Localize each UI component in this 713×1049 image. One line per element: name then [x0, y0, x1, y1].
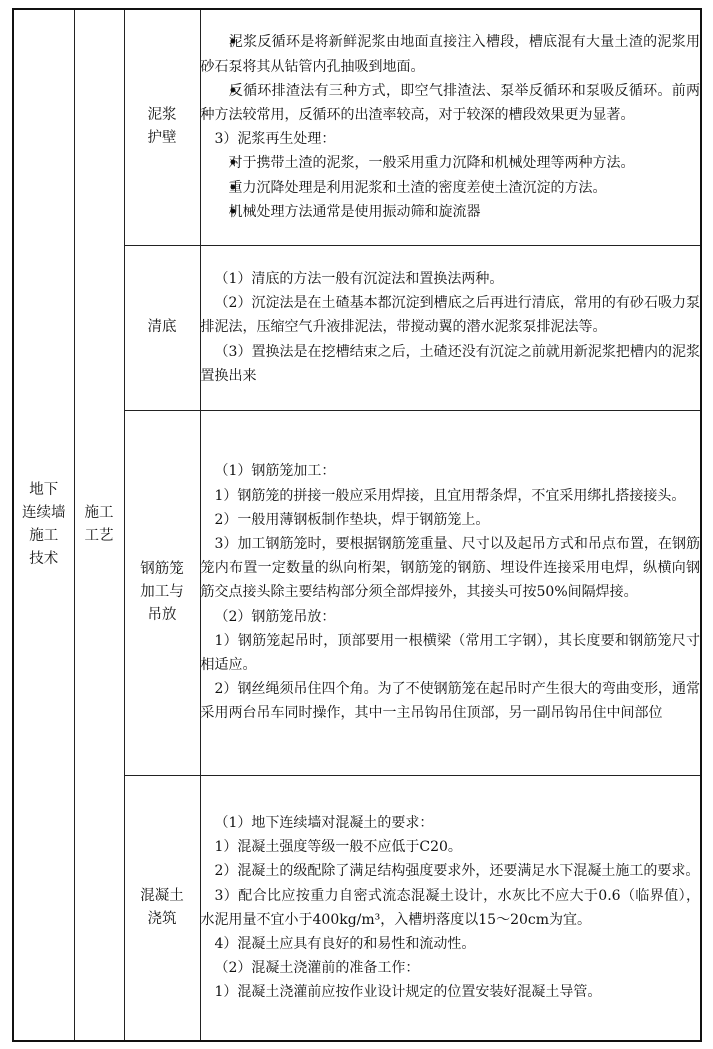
category-line: 技术	[29, 551, 59, 567]
slurry-content-cell	[200, 9, 701, 245]
category-cell	[13, 9, 74, 1041]
cleaning-content-cell	[200, 245, 701, 410]
paragraph: 1）混凝土强度等级一般不应低于C20。	[214, 839, 462, 856]
bullet-paragraph: • 机械处理方法通常是使用振动筛和旋流器	[201, 200, 701, 224]
paragraph: 3）加工钢筋笼时，要根据钢筋笼重量、尺寸以及起吊方式和吊点布置，在钢筋笼内布置一定数量的纵向桁架，钢筋笼的钢筋、埋设件连接采用电焊，纵横向钢筋交点接头除主要结构部分须全部焊接外，其接头可按50%间隔焊接。	[200, 535, 700, 601]
paragraph: （3）置换法是在挖槽结束之后，土碴还没有沉淀之前就用新泥浆把槽内的泥浆置换出来	[200, 343, 700, 384]
paragraph: 3）配合比应按重力自密式流态混凝土设计，水灰比不应大于0.6（临界值），水泥用量不宜小于400kg/m³，入槽坍落度以15～20cm为宜。	[200, 887, 700, 928]
subheading: （1）钢筋笼加工：	[214, 463, 336, 480]
concrete-label-cell	[124, 775, 200, 1041]
bullet-paragraph: • 重力沉降处理是利用泥浆和土渣的密度差使土渣沉淀的方法。	[201, 176, 701, 200]
table-row-slurry	[13, 9, 701, 245]
paragraph: 1）钢筋笼起吊时，顶部要用一根横梁（常用工字钢），其长度要和钢筋笼尺寸相适应。	[200, 632, 700, 673]
rebar-label-line: 吊放	[147, 607, 177, 623]
rebar-label-line: 钢筋笼	[140, 561, 184, 577]
bullet-paragraph: • 反循环排渣法有三种方式，即空气排渣法、泵举反循环和泵吸反循环。前两种方法较常用，反循环的出渣率较高，对于较深的槽段效果更为显著。	[201, 79, 701, 127]
rebar-content-cell	[200, 410, 701, 775]
paragraph: 4）混凝土应具有良好的和易性和流动性。	[214, 935, 476, 952]
paragraph: （1）清底的方法一般有沉淀法和置换法两种。	[214, 270, 504, 287]
rebar-label-line: 加工与	[140, 584, 184, 600]
subcategory-line: 工艺	[84, 528, 114, 544]
construction-spec-table	[12, 8, 702, 1042]
paragraph: 1）钢筋笼的拼接一般应采用焊接，且宜用帮条焊，不宜采用绑扎搭接接头。	[214, 487, 686, 504]
category-line: 施工	[29, 528, 59, 544]
paragraph: 2）混凝土的级配除了满足结构强度要求外，还要满足水下混凝土施工的要求。	[214, 863, 700, 880]
paragraph: 2）一般用薄钢板制作垫块，焊于钢筋笼上。	[214, 511, 490, 528]
bullet-paragraph: • 对于携带土渣的泥浆，一般采用重力沉降和机械处理等两种方法。	[201, 151, 701, 175]
slurry-label-cell	[124, 9, 200, 245]
subheading: （2）钢筋笼吊放：	[214, 608, 336, 625]
subcategory-line: 施工	[84, 505, 114, 521]
concrete-content-cell	[200, 775, 701, 1041]
paragraph: 2）钢丝绳须吊住四个角。为了不使钢筋笼在起吊时产生很大的弯曲变形，通常采用两台吊车同时操作，其中一主吊钩吊住顶部，另一副吊钩吊住中间部位	[200, 681, 700, 722]
category-line: 地下	[29, 482, 59, 498]
subheading: （1）地下连续墙对混凝土的要求：	[214, 814, 434, 831]
cleaning-label-cell	[124, 245, 200, 410]
slurry-label-line: 护壁	[147, 130, 177, 147]
subheading: （2）混凝土浇灌前的准备工作：	[214, 960, 420, 977]
concrete-label-line: 浇筑	[147, 910, 177, 927]
bullet-paragraph: • 泥浆反循环是将新鲜泥浆由地面直接注入槽段，槽底混有大量土渣的泥浆用砂石泵将其从钻管内孔抽吸到地面。	[201, 30, 701, 78]
cleaning-label-line: 清底	[147, 319, 177, 335]
subheading: 3）泥浆再生处理：	[214, 131, 336, 148]
paragraph: （2）沉淀法是在土碴基本都沉淀到槽底之后再进行清底，常用的有砂石吸力泵排泥法，压缩空气升液排泥法，带搅动翼的潜水泥浆泵排泥法等。	[200, 295, 700, 336]
concrete-label-line: 混凝土	[140, 887, 184, 904]
rebar-label-cell	[124, 410, 200, 775]
paragraph: 1）混凝土浇灌前应按作业设计规定的位置安装好混凝土导管。	[214, 984, 602, 1001]
slurry-label-line: 泥浆	[147, 107, 177, 124]
category-line: 连续墙	[22, 505, 66, 521]
subcategory-cell	[74, 9, 124, 1041]
